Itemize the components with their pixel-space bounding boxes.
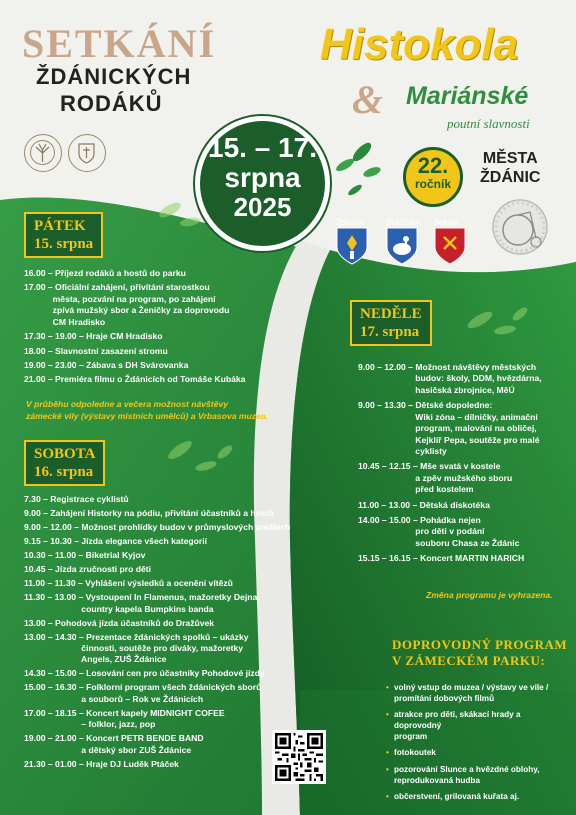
schedule-line: – folklor, jazz, pop bbox=[24, 719, 156, 730]
town-name-line1: MĚSTA bbox=[482, 150, 538, 167]
schedule-item bbox=[24, 632, 291, 666]
schedule-item bbox=[358, 500, 542, 511]
schedule-line: country kapela Bumpkins banda bbox=[24, 603, 214, 614]
schedule-item bbox=[358, 515, 542, 549]
sunday-date: 17. srpna bbox=[360, 324, 420, 340]
sunday-day: NEDĚLE bbox=[360, 306, 422, 322]
date-range: 15. – 17. bbox=[208, 132, 317, 163]
schedule-line: budov: školy, DDM, hvězdárna, bbox=[358, 373, 542, 384]
drazuvky-shield-icon bbox=[386, 227, 418, 265]
schedule-line: 17.00 – 18.15 – Koncert kapely MIDNIGHT COFEE bbox=[24, 707, 225, 718]
friday-note-line1: V průběhu odpoledne a večera možnost návštěvy bbox=[26, 399, 229, 409]
schedule-line: 7.30 – Registrace cyklistů bbox=[24, 494, 129, 504]
schedule-line: 10.45 – 12.15 – Mše svatá v kostele bbox=[358, 461, 501, 472]
schedule-line: města, pozvání na program, po zahájení bbox=[24, 293, 216, 304]
saturday-day: SOBOTA bbox=[34, 446, 96, 462]
schedule-line: činnosti, soutěže pro diváky, mažoretky bbox=[24, 642, 244, 653]
penny-farthing-logo-icon bbox=[490, 198, 554, 261]
schedule-line: 17.30 – 19.00 – Hraje CM Hradisko bbox=[24, 331, 163, 342]
schedule-line: 15.15 – 16.15 – Koncert MARTIN HARICH bbox=[358, 553, 525, 564]
date-month: srpna bbox=[224, 162, 301, 194]
schedule-item bbox=[24, 346, 245, 357]
accompanying-item: • volný vstup do muzea / výstavy ve vile / promítání dobových filmů bbox=[386, 683, 570, 704]
schedule-item bbox=[24, 522, 291, 533]
schedule-line: pro děti v podání bbox=[358, 526, 485, 537]
saturday-schedule bbox=[24, 494, 291, 773]
schedule-line: cyklisty bbox=[358, 445, 447, 456]
schedule-line: 21.00 – Premiéra filmu o Ždánicích od Tomáše Kubáka bbox=[24, 374, 246, 385]
crest-sekule bbox=[434, 218, 466, 270]
schedule-item bbox=[24, 536, 291, 547]
schedule-item bbox=[24, 331, 245, 342]
friday-heading bbox=[24, 212, 103, 258]
accompanying-item: • atrakce pro děti, skákací hrady a doprovodný program bbox=[386, 710, 570, 742]
schedule-line: 11.00 – 11.30 – Vyhlášení výsledků a ocenění vítězů bbox=[24, 578, 233, 589]
schedule-line: hasičská zbrojnice, MěÚ bbox=[358, 384, 515, 395]
title-marianske: Mariánské bbox=[406, 82, 529, 110]
schedule-item bbox=[358, 553, 542, 564]
crest-label: Dražůvky bbox=[386, 218, 420, 227]
schedule-line: 19.00 – 23.00 – Zábava s DH Svárovanka bbox=[24, 359, 189, 370]
town-crest-emblem-icon bbox=[68, 134, 106, 172]
schedule-item bbox=[24, 268, 245, 279]
schedule-line: 13.00 – 14.30 – Prezentace ždánických spolků – ukázky bbox=[24, 631, 249, 642]
schedule-line: 21.30 – 01.00 – Hraje DJ Luděk Ptáček bbox=[24, 758, 179, 769]
schedule-item bbox=[358, 400, 542, 457]
schedule-item bbox=[24, 494, 291, 505]
friday-day: PÁTEK bbox=[34, 218, 86, 234]
crest-drazuvky bbox=[386, 218, 419, 270]
accompanying-title-line1: DOPROVODNÝ PROGRAM bbox=[392, 637, 568, 652]
accompanying-program-title bbox=[392, 637, 567, 670]
accompanying-item: • pozorování Slunce a hvězdné oblohy, reprodukovaná hudba bbox=[386, 765, 570, 786]
schedule-item bbox=[24, 578, 291, 589]
sekule-shield-icon bbox=[434, 227, 466, 265]
friday-note bbox=[26, 399, 268, 422]
schedule-item bbox=[24, 668, 291, 679]
schedule-line: Wiki zóna – dílničky, animační bbox=[358, 411, 538, 422]
accompanying-item: • fotokoutek bbox=[386, 748, 570, 759]
schedule-line: a zpěv mužského sboru bbox=[358, 472, 513, 483]
schedule-line: 10.30 – 11.00 – Biketrial Kyjov bbox=[24, 550, 146, 561]
schedule-line: 16.00 – Příjezd rodáků a hostů do parku bbox=[24, 268, 186, 278]
schedule-item bbox=[24, 592, 291, 615]
schedule-item bbox=[24, 733, 291, 756]
schedule-line: před kostelem bbox=[358, 484, 474, 495]
schedule-item bbox=[24, 374, 245, 385]
schedule-item bbox=[24, 708, 291, 731]
title-ampersand: & bbox=[352, 77, 384, 122]
zdanice-shield-icon bbox=[336, 227, 368, 265]
schedule-line: 9.00 – 12.00 – Možnost prohlídky budov v průmyslových areálech bbox=[24, 522, 291, 533]
friday-note-line2: zámecké vily (výstavy místních umělců) a Vrbasova muzea. bbox=[26, 410, 269, 421]
crest-zdanice bbox=[336, 218, 368, 270]
town-name-line2: ŽDÁNIC bbox=[480, 169, 541, 187]
schedule-line: 15.00 – 16.30 – Folklorní program všech ždánických sborů bbox=[24, 682, 262, 693]
schedule-item bbox=[24, 564, 291, 575]
sunday-schedule bbox=[358, 362, 542, 569]
schedule-line: 14.30 – 15.00 – Losování cen pro účastníky Pohodové jízdy bbox=[24, 668, 265, 679]
schedule-item bbox=[358, 362, 542, 396]
schedule-line: 17.00 – Oficiální zahájení, přivítání starostkou bbox=[24, 282, 210, 293]
schedule-line: 11.00 – 13.00 – Dětská diskotéka bbox=[358, 499, 490, 510]
saturday-date: 16. srpna bbox=[34, 464, 94, 480]
schedule-item bbox=[24, 759, 291, 770]
schedule-item bbox=[24, 360, 245, 371]
accompanying-program-list bbox=[386, 683, 570, 809]
schedule-line: 18.00 – Slavnostní zasazení stromu bbox=[24, 345, 168, 356]
friday-schedule bbox=[24, 268, 245, 389]
schedule-line: 10.45 – Jízda zručnosti pro děti bbox=[24, 564, 152, 575]
schedule-item bbox=[24, 508, 291, 519]
schedule-line: Kejklíř Pepa, soutěže pro malé bbox=[358, 434, 540, 445]
qr-code-icon[interactable] bbox=[272, 730, 326, 784]
schedule-item bbox=[24, 550, 291, 561]
title-histokola: Histokola bbox=[320, 20, 519, 69]
schedule-line: 9.15 – 10.30 – Jízda elegance všech kategorií bbox=[24, 536, 207, 547]
schedule-line: 9.00 – 13.30 – Dětské dopoledne: bbox=[358, 400, 493, 411]
schedule-line: CM Hradisko bbox=[24, 316, 106, 327]
title-poutni-slavnosti: poutní slavnosti bbox=[447, 116, 530, 131]
date-year: 2025 bbox=[233, 192, 292, 223]
schedule-line: zpívá mužský sbor a Ženičky za doprovodu bbox=[24, 305, 230, 316]
friday-date: 15. srpna bbox=[34, 236, 94, 252]
sunday-note: Změna programu je vyhrazena. bbox=[426, 590, 553, 600]
schedule-line: program, malování na obličej, bbox=[358, 423, 537, 434]
schedule-item bbox=[24, 282, 245, 328]
schedule-line: a dětský sbor ZUŠ Ždánice bbox=[24, 744, 192, 755]
schedule-line: a souborů – Rok ve Ždánicích bbox=[24, 693, 204, 704]
schedule-line: Angels, ZUŠ Ždánice bbox=[24, 654, 167, 665]
schedule-line: 14.00 – 15.00 – Pohádka nejen bbox=[358, 515, 481, 526]
accompanying-item: • občerstvení, grilovaná kuřata aj. bbox=[386, 792, 570, 803]
saturday-heading bbox=[24, 440, 105, 486]
schedule-line: souboru Chasa ze Ždánic bbox=[358, 537, 520, 548]
schedule-item bbox=[24, 682, 291, 705]
schedule-line: 9.00 – Zahájení Historky na pódiu, přivítání účastníků a hostů bbox=[24, 508, 274, 519]
schedule-item bbox=[24, 618, 291, 629]
date-badge bbox=[195, 116, 330, 251]
accompanying-title-line2: V ZÁMECKÉM PARKU: bbox=[392, 653, 546, 669]
schedule-line: 19.00 – 21.00 – Koncert PETR BENDE BAND bbox=[24, 733, 204, 744]
schedule-line: 11.30 – 13.00 – Vystoupení In Flamenus, mažoretky Dejna, bbox=[24, 592, 260, 603]
title-setkani: SETKÁNÍ bbox=[22, 21, 217, 66]
edition-badge bbox=[403, 147, 463, 207]
title-rodaku: RODÁKŮ bbox=[60, 91, 163, 116]
schedule-line: 9.00 – 12.00 – Možnost návštěvy městských bbox=[358, 362, 537, 372]
tree-emblem-icon bbox=[24, 134, 62, 172]
town-name bbox=[480, 149, 540, 187]
edition-label: ročník bbox=[414, 177, 451, 191]
schedule-line: 13.00 – Pohodová jízda účastníků do Dražůvek bbox=[24, 617, 215, 628]
title-zdanickych: ŽDÁNICKÝCH bbox=[36, 64, 192, 89]
sunday-heading bbox=[350, 300, 432, 346]
schedule-item bbox=[358, 461, 542, 495]
crest-label: Ždánice bbox=[336, 218, 365, 227]
edition-number: 22. bbox=[417, 153, 449, 178]
crest-label: Sekule bbox=[434, 218, 459, 227]
